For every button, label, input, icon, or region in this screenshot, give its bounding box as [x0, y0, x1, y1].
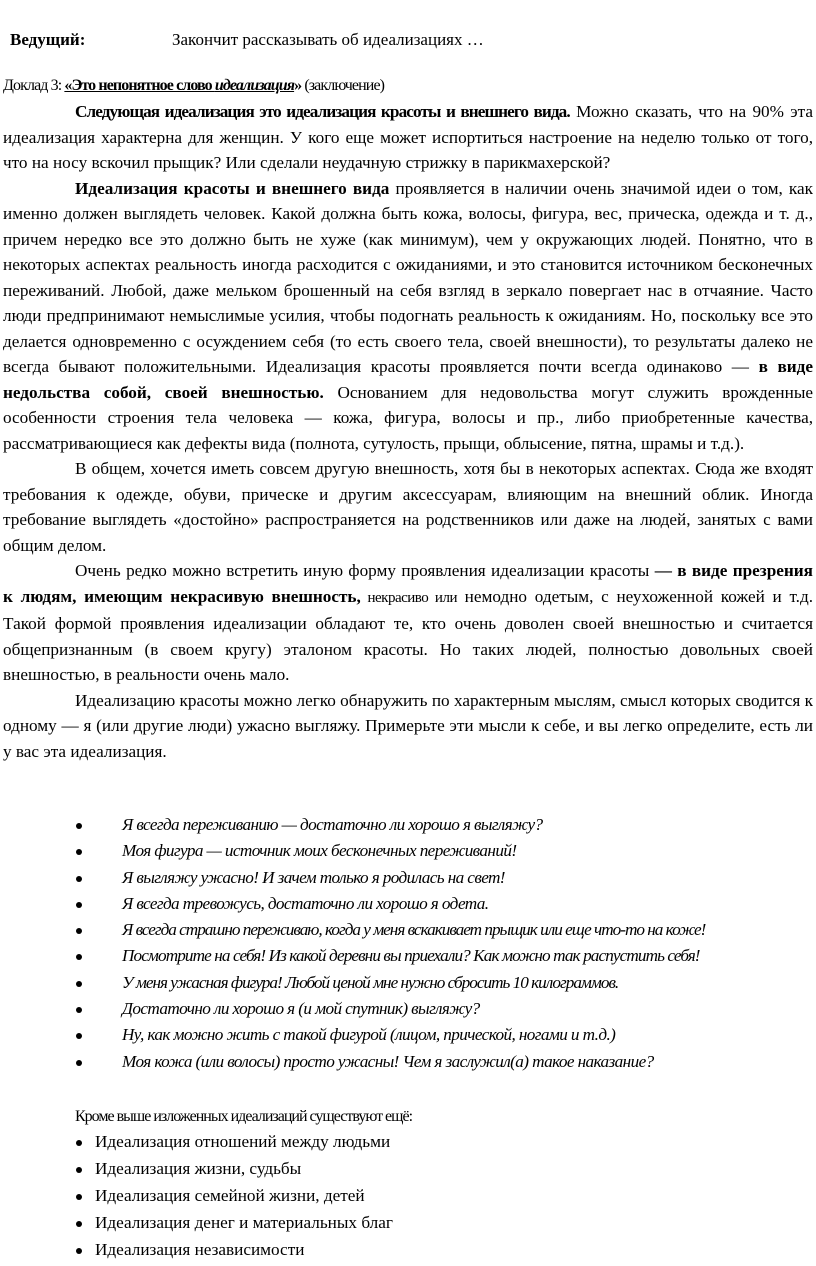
report-suffix: (заключение) — [301, 77, 385, 94]
paragraph-5 — [3, 688, 813, 765]
paragraph-1 — [3, 99, 813, 176]
list-item — [0, 865, 816, 891]
paragraph-4-small: некрасиво или — [360, 589, 457, 606]
bullet-icon — [76, 1248, 82, 1254]
thought-text: У меня ужасная фигура! Любой ценой мне нужно сбросить 10 килограммов. — [122, 972, 619, 992]
list-item — [0, 1022, 816, 1048]
thought-text: Моя фигура — источник моих бесконечных переживаний! — [122, 841, 517, 861]
bullet-icon — [76, 1033, 82, 1039]
thought-text: Ну, как можно жить с такой фигурой (лицом, прической, ногами и т.д.) — [122, 1025, 616, 1045]
ideal-text: Идеализация независимости — [95, 1240, 305, 1260]
list-item — [0, 943, 816, 969]
thought-text: Достаточно ли хорошо я (и мой спутник) выгляжу? — [122, 999, 480, 1019]
thought-text: Я всегда переживанию — достаточно ли хорошо я выгляжу? — [122, 815, 543, 834]
report-prefix: Доклад 3: — [3, 77, 65, 94]
ideal-text: Идеализация семейной жизни, детей — [95, 1186, 365, 1206]
paragraph-4-bold: — в виде презрения к людям, имеющим некрасивую внешность, — [3, 561, 813, 606]
paragraph-2-bold-2: в виде недольства собой, своей внешностью. — [3, 357, 813, 402]
bullet-icon — [76, 876, 82, 882]
list-item — [0, 970, 816, 996]
list-item — [0, 996, 816, 1022]
bullet-icon — [76, 928, 82, 934]
ideals-list — [0, 1129, 816, 1264]
paragraph-2-bold: Идеализация красоты и внешнего вида — [75, 178, 390, 198]
report-title-italic: идеализация — [214, 77, 295, 94]
paragraph-3-text: В общем, хочется иметь совсем другую внешность, хотя бы в некоторых аспектах. Сюда же входят требования к одежде, обуви, прическе и другим аксессуарам, влияющим на внешний облик. Иногда требование выглядеть «достойно» распространяется на родственников или даже на людей, занятых с вами общим делом. — [3, 459, 813, 555]
bullet-icon — [76, 823, 82, 829]
report-title-open: «Это непонятное слово — [64, 77, 215, 94]
paragraph-2-text: проявляется в наличии очень значимой идеи о том, как именно должен выглядеть человек. Какой должна быть кожа, волосы, фигура, вес, прическа, одежда и т. д., причем нередко все это должно быть не хуже (как минимум), чем у окружающих людей. Понятно, что в некоторых аспектах реальность иногда расходится с ожиданиями, и это становится источником бесконечных переживаний. Любой, даже мельком брошенный на себя взгляд в зеркало повергает нас в отчаяние. Часто люди предпринимают немыслимые усилия, чтобы подогнать реальность к ожиданиям. Но, поскольку все это делается одновременно с осуждением себя (то есть своего тела, своей внешности), то результаты далеко не всегда бывают положительными. Идеализация красоты проявляется почти всегда одинаково — — [3, 178, 813, 376]
report-title-close: » — [294, 77, 302, 94]
bullet-icon — [76, 1060, 82, 1066]
list-item — [0, 1237, 816, 1264]
thought-text: Я выгляжу ужасно! И зачем только я родилась на свет! — [122, 867, 505, 887]
speaker-label: Ведущий: — [10, 30, 86, 49]
bullet-icon — [76, 902, 82, 908]
list-item — [0, 1049, 816, 1075]
thoughts-list — [0, 812, 816, 1075]
paragraph-2-text-2: Основанием для недовольства могут служить врожденные особенности строения тела человека — кожа, фигура, волосы и пр., либо приобретенные качества, рассматривающиеся как дефекты вида (полнота, сутулость, прыщи, облысение, пятна, шрамы и т.д.). — [3, 382, 813, 453]
list-item — [0, 1210, 816, 1237]
report-heading — [3, 73, 384, 99]
bullet-icon — [76, 1007, 82, 1013]
speaker-text: Закончит рассказывать об идеализациях … — [172, 30, 484, 49]
paragraph-5-text: Идеализацию красоты можно легко обнаружить по характерным мыслям, смысл которых сводится к одному — я (или другие люди) ужасно выгляжу. Примерьте эти мысли к себе, и вы легко определите, есть ли у вас эта идеализация. — [3, 690, 813, 761]
bullet-icon — [76, 981, 82, 987]
ideal-text: Идеализация денег и материальных благ — [95, 1213, 393, 1233]
bullet-icon — [76, 954, 82, 960]
body-text — [3, 99, 813, 764]
list-item — [0, 891, 816, 917]
paragraph-2 — [3, 176, 813, 457]
paragraph-1-bold: Следующая идеализация это идеализация красоты и внешнего вида. — [75, 102, 570, 121]
thought-text: Я всегда страшно переживаю, когда у меня вскакивает прыщик или еще что-то на коже! — [122, 920, 706, 940]
more-ideals-heading: Кроме выше изложенных идеализаций существуют ещё: — [75, 1108, 413, 1125]
bullet-icon — [76, 849, 82, 855]
bullet-icon — [76, 1140, 82, 1146]
thought-text: Моя кожа (или волосы) просто ужасны! Чем я заслужил(а) такое наказание? — [122, 1051, 654, 1071]
paragraph-1-text: Можно сказать, что на 90% эта идеализация характерна для женщин. У кого еще может испортиться настроение на неделю только от того, что на носу вскочил прыщик? Или сделали неудачную стрижку в парикмахерской? — [3, 102, 814, 172]
list-item — [0, 1156, 816, 1183]
bullet-icon — [76, 1194, 82, 1200]
list-item — [0, 812, 816, 838]
ideal-text: Идеализация отношений между людьми — [95, 1132, 391, 1151]
bullet-icon — [76, 1221, 82, 1227]
paragraph-4 — [3, 558, 813, 688]
list-item — [0, 917, 816, 943]
thought-text: Я всегда тревожусь, достаточно ли хорошо я одета. — [122, 893, 489, 913]
ideal-text: Идеализация жизни, судьбы — [95, 1159, 302, 1179]
list-item — [0, 838, 816, 864]
paragraph-4-text-2: немодно одетым, с неухоженной кожей и т.д. Такой формой проявления идеализации обладают те, кто очень доволен своей внешностью и считается общепризнанным (в своем кругу) эталоном красоты. Но таких людей, полностью довольных своей внешностью, в реальности очень мало. — [3, 586, 814, 684]
paragraph-4-text: Очень редко можно встретить иную форму проявления идеализации красоты — [75, 561, 655, 580]
list-item — [0, 1129, 816, 1156]
bullet-icon — [76, 1167, 82, 1173]
speaker-line — [10, 27, 484, 53]
list-item — [0, 1183, 816, 1210]
paragraph-3 — [3, 456, 813, 558]
thought-text: Посмотрите на себя! Из какой деревни вы приехали? Как можно так распустить себя! — [122, 946, 700, 966]
